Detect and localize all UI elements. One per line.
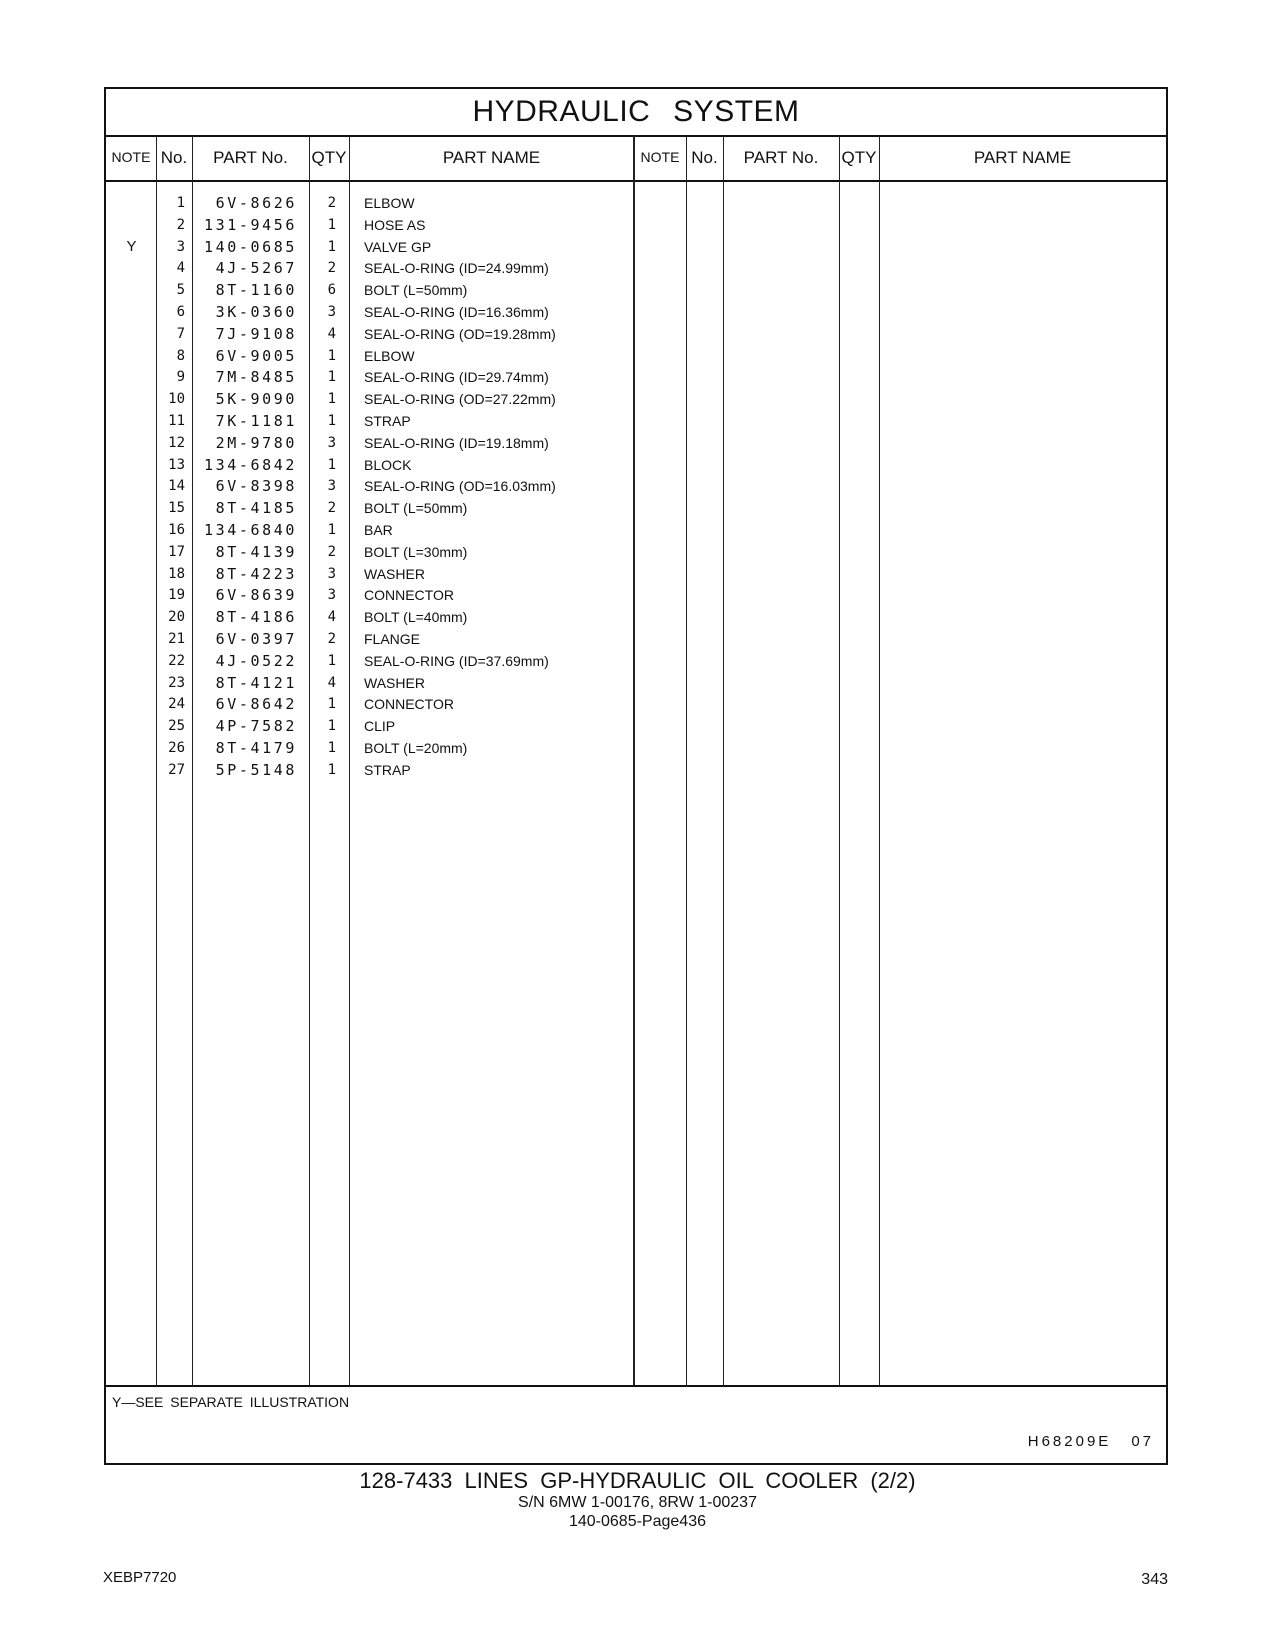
- row-number: 26: [168, 740, 185, 756]
- row-part-number: 8T-4223: [215, 564, 297, 583]
- row-part-number: 6V-9005: [215, 346, 297, 365]
- row-part-name: BOLT (L=50mm): [364, 500, 468, 517]
- row-number: 24: [168, 696, 185, 713]
- table-row: [106, 759, 676, 781]
- document-code: XEBP7720: [103, 1569, 177, 1586]
- row-part-name: VALVE GP: [364, 238, 432, 255]
- table-row: [106, 563, 676, 585]
- row-part-name: WASHER: [364, 674, 425, 691]
- table-row: [106, 519, 676, 541]
- row-part-number: 134-6840: [203, 521, 297, 539]
- row-part-name: ELBOW: [364, 195, 415, 211]
- table-row: [106, 497, 676, 519]
- row-part-number: 8T-4186: [215, 608, 297, 627]
- row-number: 13: [168, 456, 185, 473]
- column-divider: [723, 135, 724, 1385]
- row-part-name: SEAL-O-RING (ID=37.69mm): [364, 652, 549, 669]
- row-part-name: SEAL-O-RING (ID=19.18mm): [364, 434, 549, 451]
- row-part-number: 6V-8642: [215, 695, 297, 714]
- row-quantity: 6: [327, 282, 336, 299]
- row-quantity: 3: [327, 587, 336, 604]
- row-quantity: 2: [327, 631, 336, 647]
- table-row: [106, 366, 676, 388]
- row-number: 23: [168, 674, 185, 691]
- row-number: 22: [168, 652, 185, 669]
- header-part-no-left: PART No.: [213, 148, 288, 167]
- row-quantity: 1: [327, 369, 336, 386]
- table-row: [106, 301, 676, 323]
- row-part-name: SEAL-O-RING (ID=24.99mm): [364, 260, 549, 277]
- header-part-name-left: PART NAME: [442, 148, 541, 167]
- table-row: [106, 410, 676, 432]
- row-part-number: 5P-5148: [215, 760, 297, 779]
- row-quantity: 2: [327, 260, 336, 277]
- row-number: 20: [168, 609, 185, 626]
- header-note-right: NOTE: [640, 149, 680, 165]
- drawing-id: H68209E: [1027, 1433, 1112, 1450]
- row-part-number: 131-9456: [203, 215, 297, 234]
- drawing-number: [1028, 1433, 1154, 1450]
- row-number: 7: [176, 325, 185, 342]
- table-row: [106, 650, 676, 672]
- row-part-name: BOLT (L=20mm): [364, 740, 468, 756]
- serial-numbers: S/N 6MW 1-00176, 8RW 1-00237: [518, 1494, 757, 1511]
- header-qty-right: QTY: [841, 148, 877, 167]
- row-quantity: 1: [327, 456, 336, 473]
- row-quantity: 1: [327, 652, 336, 669]
- row-note: Y: [126, 237, 137, 255]
- row-quantity: 1: [327, 347, 336, 364]
- row-quantity: 2: [327, 543, 336, 560]
- table-row: [106, 454, 676, 476]
- row-part-name: BOLT (L=30mm): [364, 543, 468, 560]
- row-part-name: BOLT (L=50mm): [364, 282, 468, 299]
- row-number: 15: [168, 500, 185, 517]
- table-row: [106, 628, 676, 650]
- row-number: 9: [176, 369, 185, 386]
- header-no-left: No.: [160, 148, 188, 167]
- table-row: [106, 672, 676, 694]
- row-part-number: 3K-0360: [215, 303, 297, 321]
- row-quantity: 3: [327, 304, 336, 320]
- row-quantity: 1: [327, 740, 336, 756]
- page-reference: 140-0685-Page436: [568, 1513, 706, 1530]
- row-number: 1: [176, 195, 185, 211]
- row-part-number: 7J-9108: [215, 324, 297, 343]
- header-note-left: NOTE: [111, 149, 151, 165]
- row-number: 17: [168, 543, 185, 560]
- row-number: 19: [168, 587, 185, 604]
- row-quantity: 4: [327, 674, 336, 691]
- table-row: [106, 192, 676, 214]
- table-row: [106, 475, 676, 497]
- column-divider: [686, 135, 687, 1385]
- row-part-number: 8T-4179: [215, 739, 297, 757]
- row-part-name: BLOCK: [364, 456, 412, 473]
- drawing-revision: 07: [1131, 1433, 1154, 1450]
- column-divider: [879, 135, 880, 1385]
- row-part-name: SEAL-O-RING (OD=19.28mm): [364, 325, 556, 342]
- row-part-name: WASHER: [364, 565, 425, 582]
- footnote: Y—SEE SEPARATE ILLUSTRATION: [112, 1394, 350, 1410]
- table-row: [106, 345, 676, 367]
- row-part-number: 4J-5267: [215, 259, 297, 278]
- row-number: 21: [168, 631, 185, 647]
- row-quantity: 3: [327, 434, 336, 451]
- row-number: 16: [168, 522, 185, 538]
- row-quantity: 1: [327, 216, 336, 233]
- row-number: 27: [168, 761, 185, 778]
- row-part-number: 6V-8398: [215, 477, 297, 496]
- row-quantity: 2: [327, 195, 336, 211]
- row-part-name: SEAL-O-RING (ID=29.74mm): [364, 369, 549, 386]
- row-part-number: 140-0685: [203, 237, 297, 256]
- row-part-name: SEAL-O-RING (OD=27.22mm): [364, 391, 556, 408]
- row-number: 10: [168, 391, 185, 408]
- row-number: 11: [168, 413, 185, 429]
- row-quantity: 4: [327, 325, 336, 342]
- row-part-number: 8T-4121: [215, 673, 297, 692]
- row-part-name: SEAL-O-RING (ID=16.36mm): [364, 304, 549, 320]
- table-row: [106, 432, 676, 454]
- header-part-name-right: PART NAME: [973, 148, 1072, 167]
- table-row: [106, 257, 676, 279]
- row-part-name: SEAL-O-RING (OD=16.03mm): [364, 478, 556, 495]
- table-row: [106, 323, 676, 345]
- row-number: 2: [176, 216, 185, 233]
- parts-table-frame: [104, 87, 1168, 1465]
- header-qty-left: QTY: [311, 148, 347, 167]
- row-quantity: 1: [327, 413, 336, 429]
- row-number: 18: [168, 565, 185, 582]
- row-part-number: 6V-8639: [215, 586, 297, 605]
- table-row: [106, 214, 676, 236]
- row-part-name: STRAP: [364, 761, 411, 778]
- table-row: [106, 236, 676, 258]
- row-part-number: 2M-9780: [215, 433, 297, 452]
- page-number: 343: [1141, 1571, 1168, 1588]
- row-part-number: 8T-4139: [215, 542, 297, 561]
- row-number: 3: [176, 238, 185, 255]
- header-no-right: No.: [691, 148, 718, 167]
- row-number: 8: [176, 347, 185, 364]
- row-part-number: 7M-8485: [215, 368, 297, 387]
- row-part-number: 7K-1181: [215, 412, 297, 430]
- row-quantity: 1: [327, 696, 336, 713]
- row-quantity: 1: [327, 238, 336, 255]
- row-part-name: BOLT (L=40mm): [364, 609, 468, 626]
- row-part-number: 4J-0522: [215, 651, 297, 670]
- row-number: 12: [168, 434, 185, 451]
- table-row: [106, 584, 676, 606]
- row-number: 4: [176, 260, 185, 277]
- table-row: [106, 693, 676, 715]
- row-part-number: 5K-9090: [215, 390, 297, 409]
- column-divider: [839, 135, 840, 1385]
- table-row: [106, 541, 676, 563]
- row-part-name: STRAP: [364, 413, 411, 429]
- row-part-name: BAR: [364, 522, 393, 538]
- table-row: [106, 279, 676, 301]
- table-row: [106, 737, 676, 759]
- row-part-number: 6V-0397: [215, 630, 297, 648]
- row-part-name: HOSE AS: [364, 216, 426, 233]
- table-row: [106, 606, 676, 628]
- assembly-caption: 128-7433 LINES GP-HYDRAULIC OIL COOLER (2/2): [359, 1468, 916, 1493]
- row-part-name: CONNECTOR: [364, 587, 454, 604]
- row-number: 6: [176, 304, 185, 320]
- row-quantity: 1: [327, 718, 336, 735]
- row-part-number: 6V-8626: [215, 194, 297, 212]
- row-quantity: 2: [327, 500, 336, 517]
- row-number: 25: [168, 718, 185, 735]
- row-number: 14: [168, 478, 185, 495]
- row-quantity: 1: [327, 761, 336, 778]
- table-body-bottom-rule: [106, 1385, 1166, 1387]
- table-header: [106, 135, 1166, 182]
- row-quantity: 1: [327, 391, 336, 408]
- table-row: [106, 715, 676, 737]
- row-part-name: ELBOW: [364, 347, 415, 364]
- row-number: 5: [176, 282, 185, 299]
- header-part-no-right: PART No.: [743, 148, 819, 167]
- row-quantity: 4: [327, 609, 336, 626]
- page-title: HYDRAULIC SYSTEM: [106, 89, 1166, 137]
- row-quantity: 3: [327, 478, 336, 495]
- row-part-number: 134-6842: [203, 455, 297, 474]
- row-part-number: 8T-4185: [215, 499, 297, 518]
- row-quantity: 3: [327, 565, 336, 582]
- row-part-number: 8T-1160: [215, 281, 297, 300]
- row-part-name: CLIP: [364, 718, 396, 735]
- row-part-number: 4P-7582: [215, 717, 297, 736]
- row-part-name: CONNECTOR: [364, 696, 454, 713]
- row-part-name: FLANGE: [364, 631, 421, 647]
- row-quantity: 1: [327, 522, 336, 538]
- table-row: [106, 388, 676, 410]
